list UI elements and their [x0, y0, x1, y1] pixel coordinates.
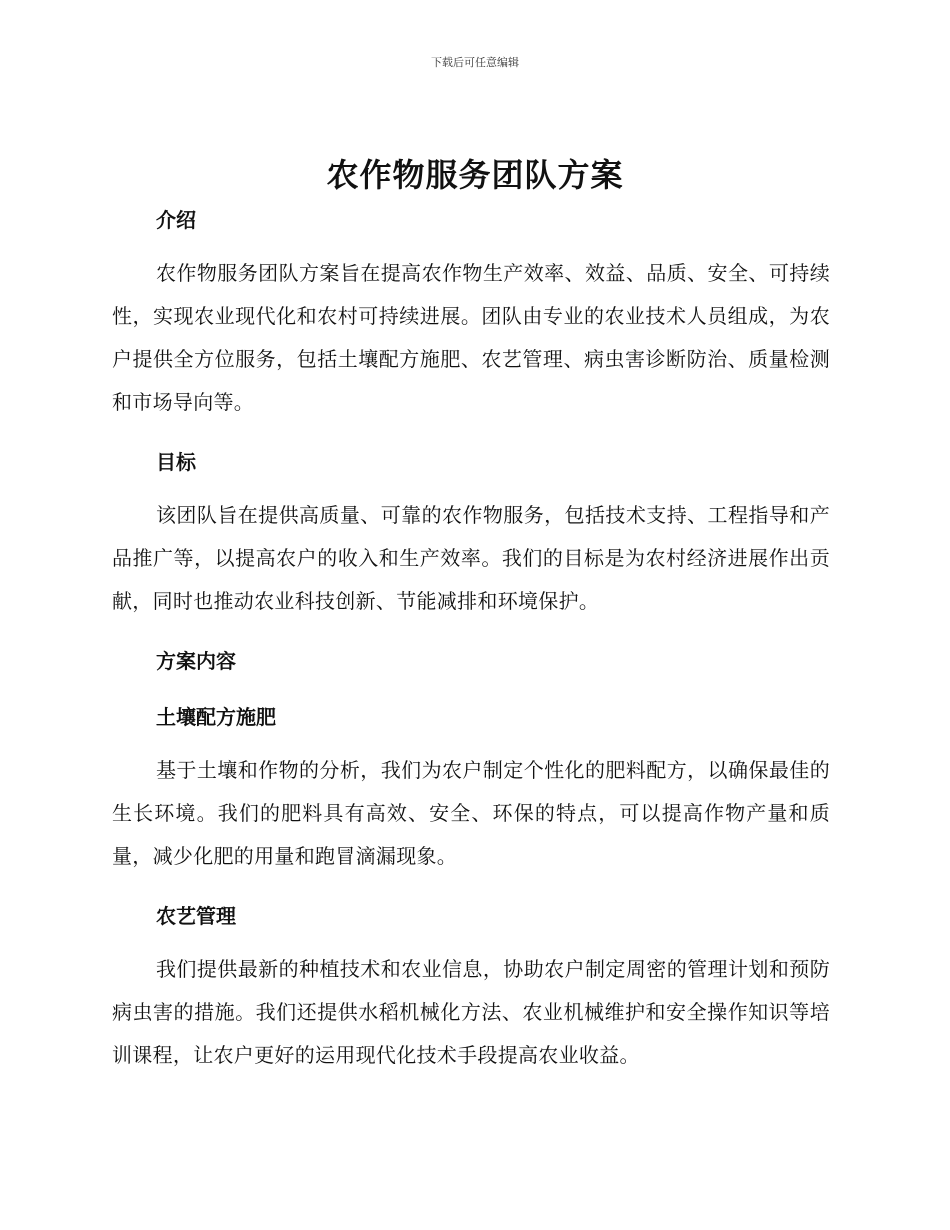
section-paragraph: 基于土壤和作物的分析，我们为农户制定个性化的肥料配方，以确保最佳的生长环境。我们的肥料具有高效、安全、环保的特点，可以提高作物产量和质量，减少化肥的用量和跑冒滴漏现象。 [112, 758, 830, 868]
section-paragraph: 我们提供最新的种植技术和农业信息，协助农户制定周密的管理计划和预防病虫害的措施。我们还提供水稻机械化方法、农业机械维护和安全操作知识等培训课程，让农户更好的运用现代化技术手段提高农业收益。 [112, 957, 830, 1067]
section-heading: 方案内容 [156, 649, 236, 673]
section-heading: 农艺管理 [156, 904, 236, 928]
section-goal [112, 444, 830, 623]
section-plan-content [112, 643, 830, 679]
section-intro [112, 202, 830, 424]
section-heading: 土壤配方施肥 [156, 705, 276, 729]
document-body [112, 202, 830, 1077]
section-paragraph: 该团队旨在提供高质量、可靠的农作物服务，包括技术支持、工程指导和产品推广等，以提高农户的收入和生产效率。我们的目标是为农村经济进展作出贡献，同时也推动农业科技创新、节能减排和环境保护。 [112, 503, 830, 613]
section-paragraph: 农作物服务团队方案旨在提高农作物生产效率、效益、品质、安全、可持续性，实现农业现代化和农村可持续进展。团队由专业的农业技术人员组成，为农户提供全方位服务，包括土壤配方施肥、农艺管理、病虫害诊断防治、质量检测和市场导向等。 [112, 261, 830, 414]
section-heading: 目标 [156, 450, 196, 474]
section-heading: 介绍 [156, 208, 196, 232]
header-note: 下载后可任意编辑 [431, 56, 519, 69]
section-soil-fertilization [112, 699, 830, 878]
document-title: 农作物服务团队方案 [326, 156, 624, 194]
section-agronomy-management [112, 898, 830, 1077]
